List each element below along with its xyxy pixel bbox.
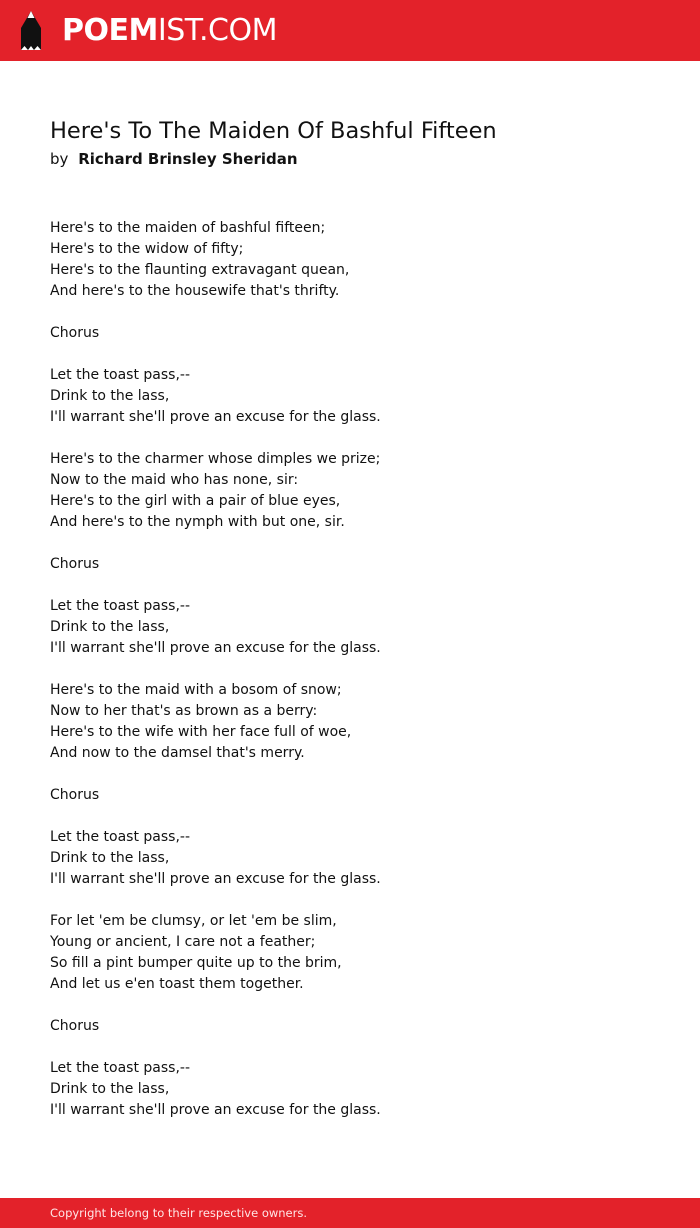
poem-line: Now to the maid who has none, sir:: [50, 472, 299, 488]
chorus-label: Chorus: [50, 787, 100, 803]
stanza-break: [50, 890, 670, 911]
poem-line: I'll warrant she'll prove an excuse for the glass.: [50, 409, 381, 425]
chorus-label: Chorus: [50, 1018, 100, 1034]
poem-line: And let us e'en toast them together.: [50, 976, 304, 992]
poem-line: Now to her that's as brown as a berry:: [50, 703, 318, 719]
poem-line: Let the toast pass,--: [50, 367, 191, 383]
author-name: Richard Brinsley Sheridan: [78, 150, 298, 168]
poem-line: So fill a pint bumper quite up to the brim,: [50, 955, 342, 971]
poem-line: And now to the damsel that's merry.: [50, 745, 305, 761]
poem-line: Here's to the flaunting extravagant quean,: [50, 262, 350, 278]
poem-line: Drink to the lass,: [50, 850, 170, 866]
copyright-notice: Copyright belong to their respective owners.: [50, 1206, 308, 1220]
poem-line: Let the toast pass,--: [50, 1060, 191, 1076]
chorus-label: Chorus: [50, 325, 100, 341]
poem-line: And here's to the housewife that's thrifty.: [50, 283, 340, 299]
poem-line: Here's to the maid with a bosom of snow;: [50, 682, 342, 698]
byline: [50, 147, 298, 171]
stanza-break: [50, 533, 670, 554]
poem-line: I'll warrant she'll prove an excuse for the glass.: [50, 871, 381, 887]
poem-line: Drink to the lass,: [50, 388, 170, 404]
stanza-break: [50, 995, 670, 1016]
poem-line: Here's to the maiden of bashful fifteen;: [50, 220, 326, 236]
stanza-break: [50, 1037, 670, 1058]
site-header: [0, 0, 700, 61]
poem-line: Here's to the girl with a pair of blue eyes,: [50, 493, 341, 509]
poem-line: Here's to the widow of fifty;: [50, 241, 244, 257]
brand-light: IST.COM: [157, 13, 277, 48]
poem-line: For let 'em be clumsy, or let 'em be slim,: [50, 913, 337, 929]
stanza-break: [50, 428, 670, 449]
poem-line: Drink to the lass,: [50, 619, 170, 635]
poem-body: [50, 218, 670, 1121]
poem-line: I'll warrant she'll prove an excuse for the glass.: [50, 640, 381, 656]
stanza-break: [50, 764, 670, 785]
poem-line: Here's to the wife with her face full of woe,: [50, 724, 352, 740]
poem-line: And here's to the nymph with but one, sir.: [50, 514, 345, 530]
poem-line: Here's to the charmer whose dimples we prize;: [50, 451, 381, 467]
poem-line: Drink to the lass,: [50, 1081, 170, 1097]
brand-bold: POEM: [62, 13, 158, 48]
site-logo-text[interactable]: [62, 12, 277, 50]
by-label: by: [50, 150, 69, 168]
chorus-label: Chorus: [50, 556, 100, 572]
stanza-break: [50, 302, 670, 323]
poem-line: I'll warrant she'll prove an excuse for the glass.: [50, 1102, 381, 1118]
stanza-break: [50, 344, 670, 365]
poem-line: Young or ancient, I care not a feather;: [50, 934, 316, 950]
site-footer: [0, 1198, 700, 1228]
poem-line: Let the toast pass,--: [50, 829, 191, 845]
poem-title: Here's To The Maiden Of Bashful Fifteen: [50, 118, 497, 144]
poem-line: Let the toast pass,--: [50, 598, 191, 614]
stanza-break: [50, 659, 670, 680]
stanza-break: [50, 575, 670, 596]
pencil-tip-icon[interactable]: [18, 10, 44, 52]
stanza-break: [50, 806, 670, 827]
